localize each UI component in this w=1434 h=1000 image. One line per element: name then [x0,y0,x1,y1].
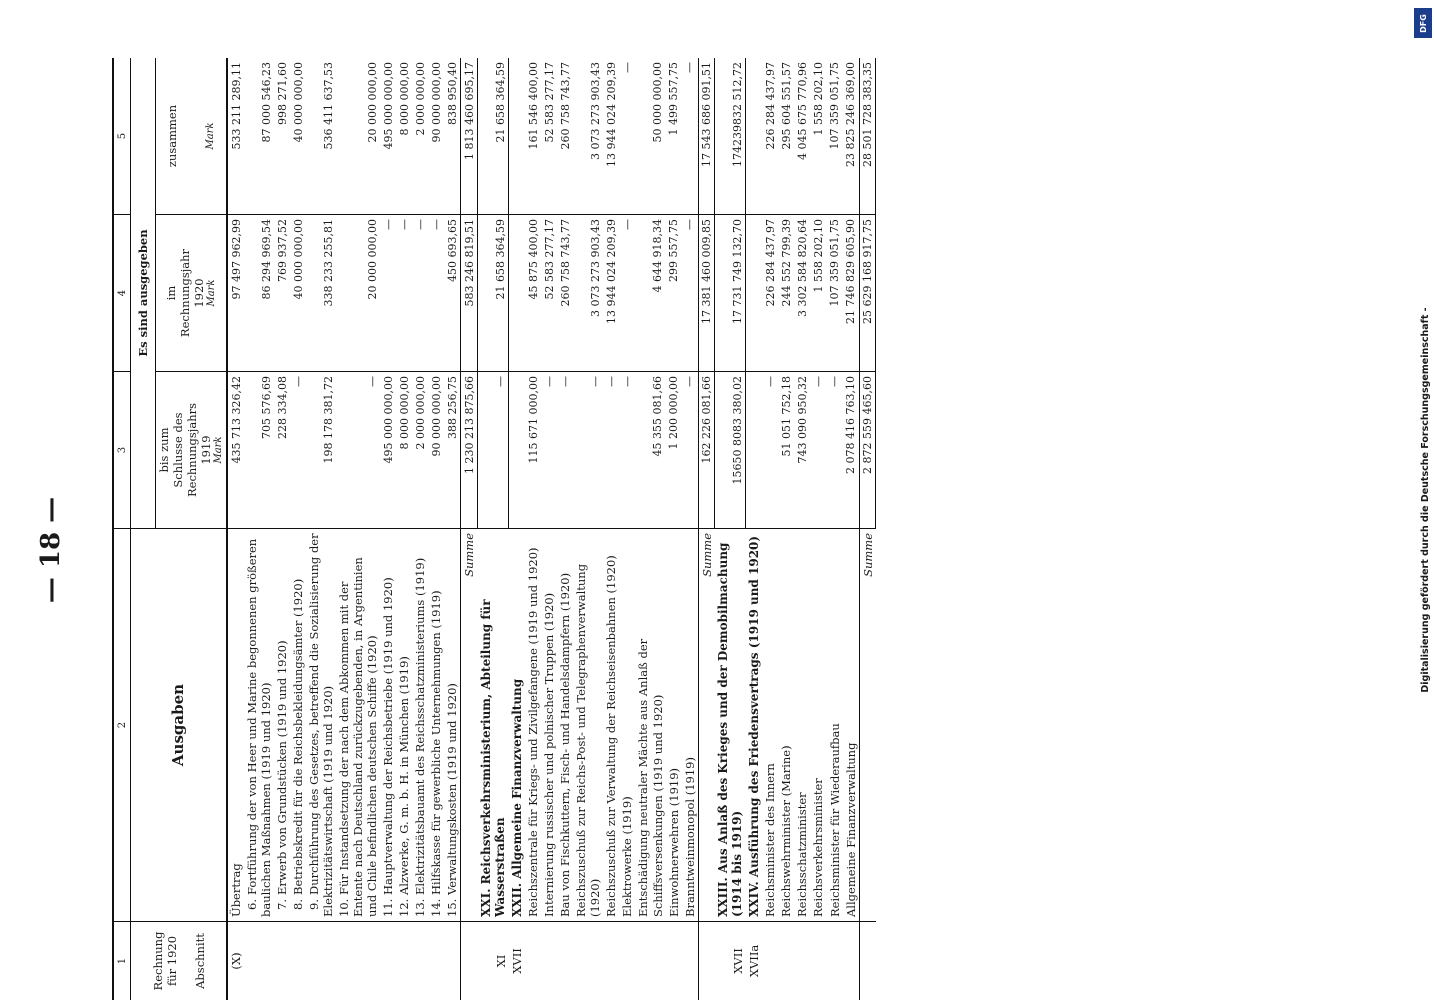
item-number: 13. [413,898,428,917]
amount-cell: 3 073 273 903,43 [573,215,603,372]
description-cell [715,529,746,922]
section-cell [306,922,336,1000]
amount-cell: 226 284 437,97 [762,215,778,372]
amount-cell: 1 558 202,10 [812,62,826,136]
table-row [412,58,428,1000]
amount-cell: 52 583 277,17 [541,215,557,372]
col-num-3: 3 [113,372,131,529]
amount-cell: 388 256,75 [444,372,461,529]
amount-cell: 495 000 000,00 [380,372,396,529]
item-label: Elektrizitätsbauamt des Reichsschatzministeriums (1919) [413,557,428,895]
description-cell [635,529,665,922]
amount-cell: 17 731 749 132,70 [715,215,746,372]
amount-cell [509,215,526,372]
amount-cell: 52 583 277,17 [543,62,556,143]
table-row [509,58,526,1000]
description-cell [810,529,826,922]
amount-cell: 1 200 000,00 [666,372,682,529]
item-label: XXII. Allgemeine Finanzverwaltung [509,678,524,917]
section-cell [698,922,715,1000]
section-cell [336,922,380,1000]
table-row [274,58,290,1000]
item-label: Hauptverwaltung der Reichsbetriebe (1919 und 1920) [381,577,396,895]
item-label: Reichszuschuß zur Verwaltung der Reichseisenbahnen (1920) [604,555,619,917]
item-label: Entschädigung neutraler Mächte aus Anlaß der Schiffsversenkungen (1919 und 1920) [636,638,665,917]
amount-cell: — [682,215,699,372]
amount-cell: 3 302 584 820,64 [794,215,810,372]
amount-cell [746,372,763,529]
table-row [336,58,380,1000]
amount-cell: 174239832 512,72 [715,58,746,215]
description-cell [428,529,444,922]
item-label: XXI. Reichsverkehrsministerium, Abteilung für Wasserstraßen [478,599,508,917]
amount-cell: 769 937,52 [274,215,290,372]
col4-header-line1: im [164,285,178,301]
amount-cell: 13 944 024 209,39 [603,215,619,372]
amount-cell: 28 501 728 383,35 [859,58,876,215]
description-cell [666,529,682,922]
section-cell: XVII [715,922,746,1000]
item-label: Branntweinmonopol (1919) [682,757,697,917]
section-cell [290,922,306,1000]
section-cell [635,922,665,1000]
description-cell [682,529,699,922]
table-row [682,58,699,1000]
section-cell [525,922,541,1000]
amount-cell: 20 000 000,00 [366,62,379,143]
amount-cell: 495 000 000,00 [382,62,396,150]
description-cell [412,529,428,922]
table-row [843,58,860,1000]
amount-cell: 228 334,08 [274,372,290,529]
amount-cell: 998 271,60 [275,62,289,125]
amount-cell: 45 355 081,66 [635,372,665,529]
amount-cell: 21 658 364,59 [478,58,509,215]
table-row [557,58,573,1000]
table-body [227,58,875,1000]
section-cell [843,922,860,1000]
amount-cell: 260 758 743,77 [557,215,573,372]
amount-cell: — [621,62,635,73]
col5-unit: Mark [205,122,217,150]
section-cell [794,922,810,1000]
col1-header-line3: Abschnitt [192,933,207,989]
col1-header [131,922,228,1000]
table-row [444,58,461,1000]
amount-cell: 107 359 051,75 [827,215,843,372]
item-label: Für Instandsetzung der nach dem Abkommen mit der Entente nach Deutschland zurückzugebenden, in Argentinien und Chile befindlichen deutschen Schiffe (1920) [337,557,380,917]
item-number: 10. [337,898,352,917]
item-label: Einwohnerwehren (1919) [666,767,681,917]
description-cell [396,529,412,922]
amount-cell: 23 825 246 369,00 [844,62,858,167]
col-num-4: 4 [113,215,131,372]
description-cell [244,529,274,922]
amount-cell: 115 671 000,00 [525,372,541,529]
column-number-row [113,58,131,1000]
amount-cell: 533 211 289,11 [229,62,243,150]
description-cell [746,529,763,922]
amount-cell: 435 713 326,42 [227,372,244,529]
table-row [227,58,244,1000]
description-cell [573,529,603,922]
description-cell [827,529,843,922]
description-cell [541,529,557,922]
digitization-footer [1412,0,1434,1000]
item-number: 14. [429,898,444,917]
table-row [827,58,843,1000]
amount-cell: — [396,215,412,372]
description-cell [859,529,876,922]
amount-cell: 2 078 416 763,10 [843,372,860,529]
description-cell [794,529,810,922]
table-row [396,58,412,1000]
description-cell [698,529,715,922]
description-cell [227,529,244,922]
amount-cell: — [762,372,778,529]
item-label: Summe [462,533,477,577]
col4-header-line3: 1920 [192,278,207,308]
description-cell [619,529,635,922]
description-cell [509,529,526,922]
amount-cell: 705 576,69 [244,372,274,529]
description-cell [525,529,541,922]
amount-cell: 244 552 799,39 [778,215,794,372]
amount-cell: 299 557,75 [666,215,682,372]
amount-cell: 295 604 551,57 [780,62,794,150]
table-row [778,58,794,1000]
amount-cell: — [290,372,306,529]
description-cell [478,529,509,922]
amount-cell: 90 000 000,00 [430,62,444,143]
amount-cell: 107 359 051,75 [828,62,842,150]
amount-cell: — [810,372,826,529]
amount-cell: — [619,372,635,529]
table-row [698,58,715,1000]
item-label: Reichswehrminister (Marine) [779,745,794,917]
amount-cell: — [336,372,380,529]
amount-cell [746,215,763,372]
item-label: Betriebskredit für die Reichsbekleidungsämter (1920) [291,578,306,895]
amount-cell: 743 090 950,32 [794,372,810,529]
section-cell [778,922,794,1000]
item-label: Allgemeine Finanzverwaltung [843,742,858,917]
col3-header-line3: Rechnungsjahrs [185,402,200,498]
amount-cell: — [682,372,699,529]
amount-cell: 1 499 557,75 [667,62,681,136]
item-label: Alzwerke, G. m. b. H. in München (1919) [397,656,412,895]
item-label: Reichsminister des Innern [763,763,778,917]
item-label: XXIV. Ausführung des Friedensvertrags (1919 und 1920) [746,535,761,917]
amount-cell: — [380,215,396,372]
col5-header-line1: zusammen [165,104,180,168]
table-row [461,58,478,1000]
amount-cell: 2 000 000,00 [412,372,428,529]
table-row [306,58,336,1000]
amount-cell: 50 000 000,00 [651,62,665,143]
table-row [244,58,274,1000]
section-cell [244,922,274,1000]
col-num-5: 5 [113,58,131,215]
col-num-1: 1 [113,922,131,1000]
item-label: Erwerb von Grundstücken (1919 und 1920) [275,640,290,895]
amount-cell: 4 644 918,34 [635,215,665,372]
section-cell [396,922,412,1000]
table-row [859,58,876,1000]
amount-cell: — [619,215,635,372]
item-label: Reichsschatzminister [795,792,810,917]
description-cell [290,529,306,922]
amount-cell: 45 875 400,00 [525,215,541,372]
section-cell [603,922,619,1000]
table-row [380,58,396,1000]
description-cell [762,529,778,922]
amount-cell: — [603,372,619,529]
description-cell [557,529,573,922]
table-row [603,58,619,1000]
col1-header-line1: Rechnung [150,931,165,991]
amount-cell: 1 813 460 695,17 [461,58,478,215]
amount-cell: 8 000 000,00 [396,372,412,529]
col1-header-line2: für 1920 [164,935,179,987]
section-cell [810,922,826,1000]
amount-cell: 51 051 752,18 [778,372,794,529]
table-row [810,58,826,1000]
amount-cell: 21 658 364,59 [478,215,509,372]
section-cell: (X) [227,922,244,1000]
col3-header-line4: 1919 [199,435,214,465]
amount-cell: 583 246 819,51 [461,215,478,372]
amount-cell: — [541,372,557,529]
section-cell: XI [478,922,509,1000]
table-row [794,58,810,1000]
description-cell [444,529,461,922]
ledger-page [36,62,1322,1000]
amount-cell: 450 693,65 [444,215,461,372]
item-label: Reichszuschuß zur Reichs-Post- und Telegraphenverwaltung (1920) [574,563,603,917]
amount-cell: 40 000 000,00 [291,62,305,143]
amount-cell: — [827,372,843,529]
item-number: 7. [275,899,290,910]
amount-cell: 2 000 000,00 [414,62,428,136]
item-label: Hilfskasse für gewerbliche Unternehmungen (1919) [429,590,444,895]
amount-cell: 15650 8083 380,02 [715,372,746,529]
col2-header: Ausgaben [131,529,228,922]
col-num-2: 2 [113,529,131,922]
section-cell [444,922,461,1000]
description-cell [843,529,860,922]
amount-cell: 1 230 213 875,66 [461,372,478,529]
section-cell [827,922,843,1000]
col4-header-line2: Rechnungsjahr [178,248,193,338]
description-cell [306,529,336,922]
amount-cell: 20 000 000,00 [336,215,380,372]
amount-cell: — [428,215,444,372]
item-number: 12. [397,898,412,917]
table-row [635,58,665,1000]
section-cell [541,922,557,1000]
page-number: — 18 — [36,496,66,604]
amount-cell: 2 872 559 465,60 [859,372,876,529]
amount-cell: 198 178 381,72 [306,372,336,529]
description-cell [380,529,396,922]
description-cell [461,529,478,922]
item-number: 6. [245,899,260,910]
item-label: Durchführung des Gesetzes, betreffend die Sozialisierung der Elektrizitätswirtschaft (1919 und 1920) [307,533,336,917]
amount-cell: 13 944 024 209,39 [605,62,619,167]
item-label: Übertrag [229,863,244,917]
section-cell: XVIIa [746,922,763,1000]
item-number: 15. [445,898,460,917]
section-cell [380,922,396,1000]
amount-cell: 86 294 969,54 [244,215,274,372]
item-label: Elektrowerke (1919) [620,796,635,917]
item-label: Summe [699,533,714,577]
section-cell [619,922,635,1000]
description-cell [336,529,380,922]
amount-cell: 338 233 255,81 [306,215,336,372]
item-label: Internierung russischer und polnischer Truppen (1920) [542,592,557,917]
col4-header [156,215,228,372]
amount-cell: 3 073 273 903,43 [589,62,603,160]
section-cell [859,922,876,1000]
group-header: Es sind ausgegeben [131,58,156,529]
table-row [478,58,509,1000]
table-row [573,58,603,1000]
table-row [746,58,763,1000]
dfg-logo [1414,8,1432,38]
amount-cell: 90 000 000,00 [428,372,444,529]
section-cell [428,922,444,1000]
table-row [290,58,306,1000]
table-row [525,58,541,1000]
amount-cell: 162 226 081,66 [698,372,715,529]
amount-cell: — [683,62,697,73]
table-row [715,58,746,1000]
amount-cell: — [478,372,509,529]
description-cell [778,529,794,922]
section-cell [557,922,573,1000]
item-label: XXIII. Aus Anlaß des Krieges und der Demobilmachung (1914 bis 1919) [715,542,745,917]
item-label: Verwaltungskosten (1919 und 1920) [445,683,460,895]
section-cell [762,922,778,1000]
section-cell [412,922,428,1000]
section-cell [666,922,682,1000]
section-cell: XVII [509,922,526,1000]
amount-cell: — [573,372,603,529]
col3-unit: Mark [213,436,225,464]
item-label: Reichsminister für Wiederaufbau [827,723,842,917]
section-cell [461,922,478,1000]
section-cell [682,922,699,1000]
amount-cell: 838 950,40 [446,62,460,125]
amount-cell: 226 284 437,97 [764,62,778,150]
item-label: Reichsverkehrsminister [811,778,826,917]
amount-cell: 97 497 962,99 [227,215,244,372]
expenditure-table [112,58,876,1000]
amount-cell: 17 543 686 091,51 [698,58,715,215]
col3-header-line2: Schlusse des [171,412,186,488]
table-row [619,58,635,1000]
table-row [762,58,778,1000]
amount-cell: 40 000 000,00 [290,215,306,372]
col5-header [156,58,228,215]
item-number: 9. [307,899,322,910]
amount-cell: 87 000 546,23 [259,62,273,143]
amount-cell: 161 546 400,00 [526,62,540,150]
amount-cell: 260 758 743,77 [559,62,573,150]
section-cell [573,922,603,1000]
amount-cell: — [557,372,573,529]
dfg-logo-text: DFG [1418,13,1428,33]
table-row [666,58,682,1000]
footer-text: Digitalisierung gefördert durch die Deutsche Forschungsgemeinschaft - [1420,307,1431,693]
amount-cell: 1 558 202,10 [810,215,826,372]
table-row [541,58,557,1000]
amount-cell [746,58,763,215]
amount-cell: 25 629 168 917,75 [859,215,876,372]
item-label: Reichszentrale für Kriegs- und Zivilgefangene (1919 und 1920) [526,547,541,917]
item-label: Summe [860,533,875,577]
amount-cell: 17 381 460 009,85 [698,215,715,372]
table-row [428,58,444,1000]
section-cell [274,922,290,1000]
item-number: 8. [291,899,306,910]
amount-cell: — [412,215,428,372]
col3-header-line1: bis zum [157,427,171,473]
amount-cell: 8 000 000,00 [398,62,412,136]
amount-cell: 4 045 675 770,96 [796,62,810,160]
item-label: Fortführung der von Heer und Marine begonnenen größeren baulichen Maßnahmen (1919 und 1920) [245,538,274,917]
description-cell [603,529,619,922]
col3-header [156,372,228,529]
amount-cell: 536 411 637,53 [321,62,335,150]
col4-unit: Mark [206,279,218,307]
amount-cell: 21 746 829 605,90 [843,215,860,372]
description-cell [274,529,290,922]
amount-cell [509,372,526,529]
amount-cell [509,58,526,215]
item-label: Bau von Fischkuttern, Fisch- und Handelsdampfern (1920) [558,572,573,917]
item-number: 11. [381,898,396,917]
